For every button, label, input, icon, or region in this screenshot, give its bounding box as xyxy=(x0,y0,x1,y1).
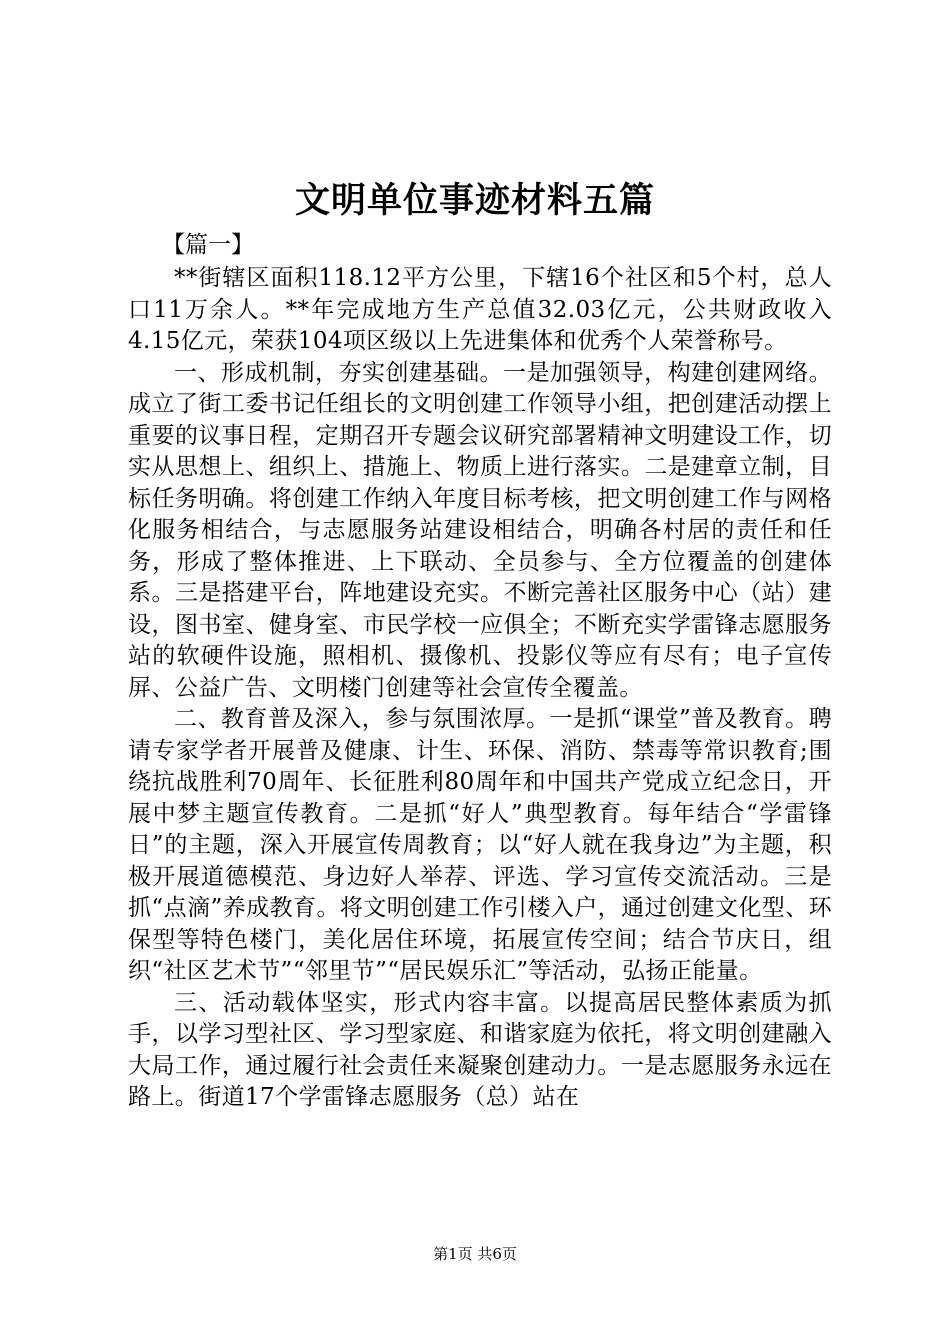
paragraph-mechanism: 一、形成机制，夯实创建基础。一是加强领导，构建创建网络。成立了街工委书记任组长的文明创建工作领导小组，把创建活动摆上重要的议事日程，定期召开专题会议研究部署精神文明建设工作，切实从思想上、组织上、措施上、物质上进行落实。二是建章立制，目标任务明确。将创建工作纳入年度目标考核，把文明创建工作与网格化服务相结合，与志愿服务站建设相结合，明确各村居的责任和任务，形成了整体推进、上下联动、全员参与、全方位覆盖的创建体系。三是搭建平台，阵地建设充实。不断完善社区服务中心（站）建设，图书室、健身室、市民学校一应俱全；不断充实学雷锋志愿服务站的软硬件设施，照相机、摄像机、投影仪等应有尽有；电子宣传屏、公益广告、文明楼门创建等社会宣传全覆盖。 xyxy=(128,359,832,701)
document-body xyxy=(128,263,832,1114)
document-title: 文明单位事迹材料五篇 xyxy=(294,180,655,221)
section-heading: 【篇一】 xyxy=(162,232,254,258)
paragraph-education: 二、教育普及深入，参与氛围浓厚。一是抓“课堂”普及教育。聘请专家学者开展普及健康、计生、环保、消防、禁毒等常识教育;围绕抗战胜利70周年、长征胜利80周年和中国共产党成立纪念日，开展中梦主题宣传教育。二是抓“好人”典型教育。每年结合“学雷锋日”的主题，深入开展宣传周教育；以“好人就在我身边”为主题，积极开展道德模范、身边好人举荐、评选、学习宣传交流活动。三是抓“点滴”养成教育。将文明创建工作引楼入户，通过创建文化型、环保型等特色楼门，美化居住环境，拓展宣传空间；结合节庆日，组织“社区艺术节”“邻里节”“居民娱乐汇”等活动，弘扬正能量。 xyxy=(128,706,832,984)
page-footer: 第1页 共6页 xyxy=(433,1245,517,1263)
paragraph-intro: **街辖区面积118.12平方公里，下辖16个社区和5个村，总人口11万余人。**年完成地方生产总值32.03亿元，公共财政收入4.15亿元，荣获104项区级以上先进集体和优秀个人荣誉称号。 xyxy=(128,265,832,354)
paragraph-activities: 三、活动载体坚实，形式内容丰富。以提高居民整体素质为抓手，以学习型社区、学习型家庭、和谐家庭为依托，将文明创建融入大局工作，通过履行社会责任来凝聚创建动力。一是志愿服务永远在路上。街道17个学雷锋志愿服务（总）站在 xyxy=(128,989,832,1110)
